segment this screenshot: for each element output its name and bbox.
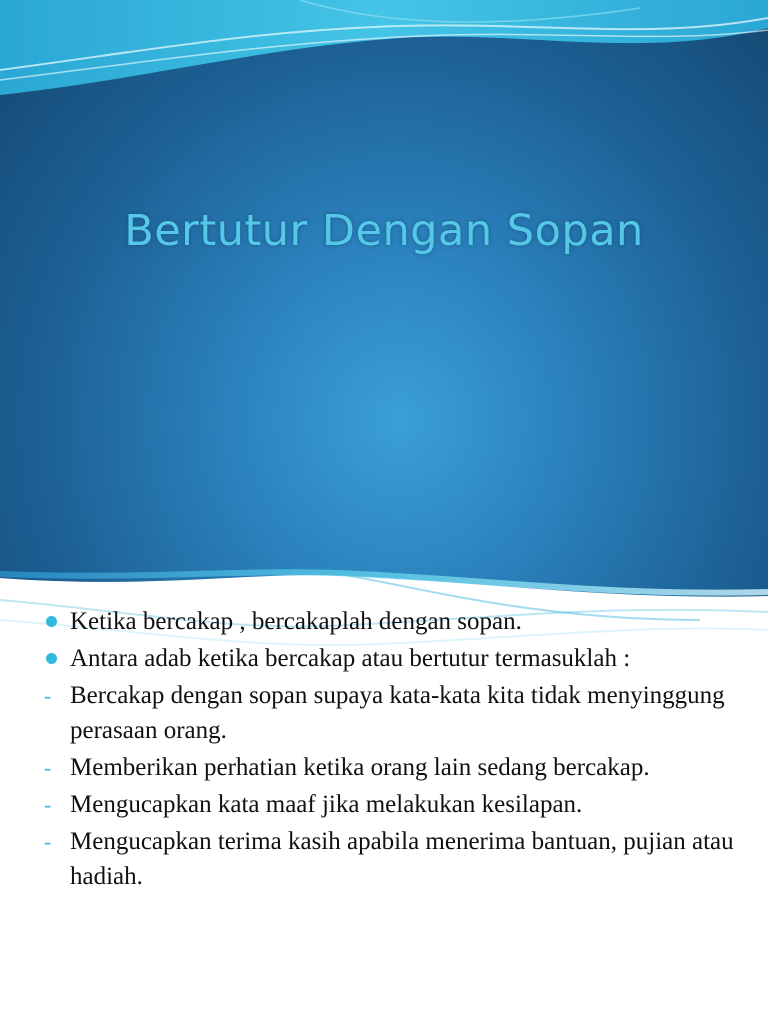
bullet-dot-icon xyxy=(46,616,57,627)
bullet-text: Mengucapkan terima kasih apabila menerima bantuan, pujian atau hadiah. xyxy=(70,828,734,890)
slide-title: Bertutur Dengan Sopan xyxy=(124,206,644,256)
bullet-text: Memberikan perhatian ketika orang lain sedang bercakap. xyxy=(70,754,650,781)
list-item xyxy=(44,604,744,639)
bullet-text: Ketika bercakap , bercakaplah dengan sopan. xyxy=(70,608,522,635)
bullet-text: Antara adab ketika bercakap atau bertutur termasuklah : xyxy=(70,645,631,672)
bullet-list xyxy=(44,604,744,896)
dash-marker: - xyxy=(44,683,52,708)
bullet-text: Mengucapkan kata maaf jika melakukan kesilapan. xyxy=(70,791,583,818)
bullet-dot-icon xyxy=(46,653,57,664)
list-item xyxy=(44,824,744,894)
dash-marker: - xyxy=(44,755,52,780)
top-wave-decoration xyxy=(0,0,768,100)
dash-marker: - xyxy=(44,792,52,817)
bullet-text: Bercakap dengan sopan supaya kata-kata kita tidak menyinggung perasaan orang. xyxy=(70,682,725,744)
list-item xyxy=(44,641,744,676)
list-item xyxy=(44,678,744,748)
list-item xyxy=(44,787,744,822)
list-item xyxy=(44,750,744,785)
dash-marker: - xyxy=(44,829,52,854)
